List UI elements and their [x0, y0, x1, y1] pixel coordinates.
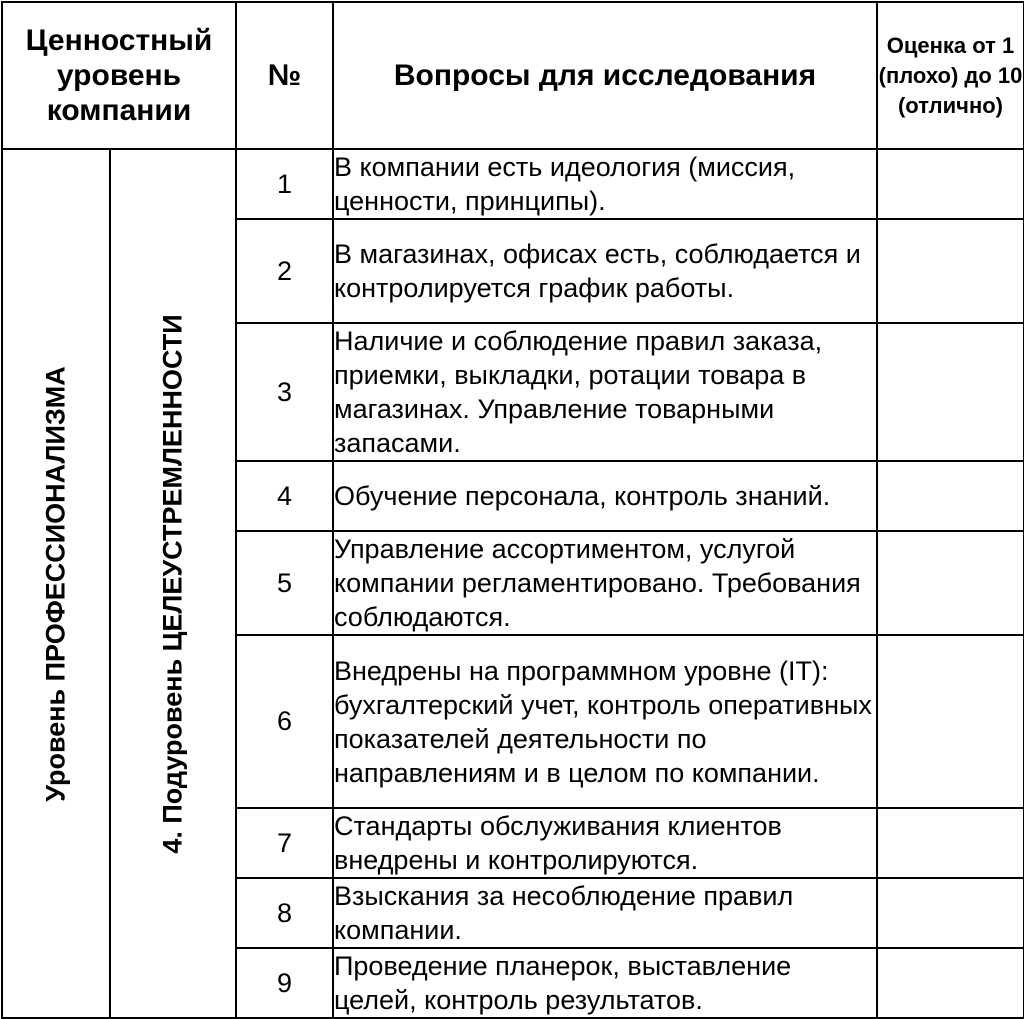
header-row — [2, 2, 1024, 149]
score-cell[interactable] — [877, 219, 1024, 323]
level-header: Ценностный уровень компании — [2, 2, 236, 149]
number-header: № — [236, 2, 333, 149]
questions-header: Вопросы для исследования — [333, 2, 877, 149]
score-cell[interactable] — [877, 323, 1024, 461]
question-text: Взыскания за несоблюдение правил компании. — [333, 878, 877, 948]
sublevel-label: 4. Подуровень ЦЕЛЕУСТРЕМЛЕННОСТИ — [157, 313, 188, 854]
question-text: Наличие и соблюдение правил заказа, приемки, выкладки, ротации товара в магазинах. Управление товарными запасами. — [333, 323, 877, 461]
score-cell[interactable] — [877, 635, 1024, 808]
table-row — [2, 149, 1024, 219]
row-number: 1 — [236, 149, 333, 219]
question-text: Обучение персонала, контроль знаний. — [333, 461, 877, 531]
score-cell[interactable] — [877, 531, 1024, 635]
row-number: 7 — [236, 808, 333, 878]
question-text: Внедрены на программном уровне (IT): бухгалтерский учет, контроль оперативных показателей деятельности по направлениям и в целом по компании. — [333, 635, 877, 808]
score-cell[interactable] — [877, 461, 1024, 531]
survey-table — [1, 1, 1024, 1019]
row-number: 3 — [236, 323, 333, 461]
score-cell[interactable] — [877, 149, 1024, 219]
row-number: 2 — [236, 219, 333, 323]
score-header: Оценка от 1 (плохо) до 10 (отлично) — [877, 2, 1024, 149]
question-text: Проведение планерок, выставление целей, контроль результатов. — [333, 948, 877, 1018]
question-text: Управление ассортиментом, услугой компании регламентировано. Требования соблюдаются. — [333, 531, 877, 635]
row-number: 8 — [236, 878, 333, 948]
score-cell[interactable] — [877, 808, 1024, 878]
row-number: 6 — [236, 635, 333, 808]
score-cell[interactable] — [877, 948, 1024, 1018]
level-cell — [2, 149, 110, 1018]
level-label: Уровень ПРОФЕССИОНАЛИЗМА — [40, 365, 71, 802]
question-text: В магазинах, офисах есть, соблюдается и контролируется график работы. — [333, 219, 877, 323]
row-number: 5 — [236, 531, 333, 635]
score-cell[interactable] — [877, 878, 1024, 948]
row-number: 4 — [236, 461, 333, 531]
sublevel-cell — [110, 149, 236, 1018]
question-text: В компании есть идеология (миссия, ценности, принципы). — [333, 149, 877, 219]
row-number: 9 — [236, 948, 333, 1018]
question-text: Стандарты обслуживания клиентов внедрены и контролируются. — [333, 808, 877, 878]
